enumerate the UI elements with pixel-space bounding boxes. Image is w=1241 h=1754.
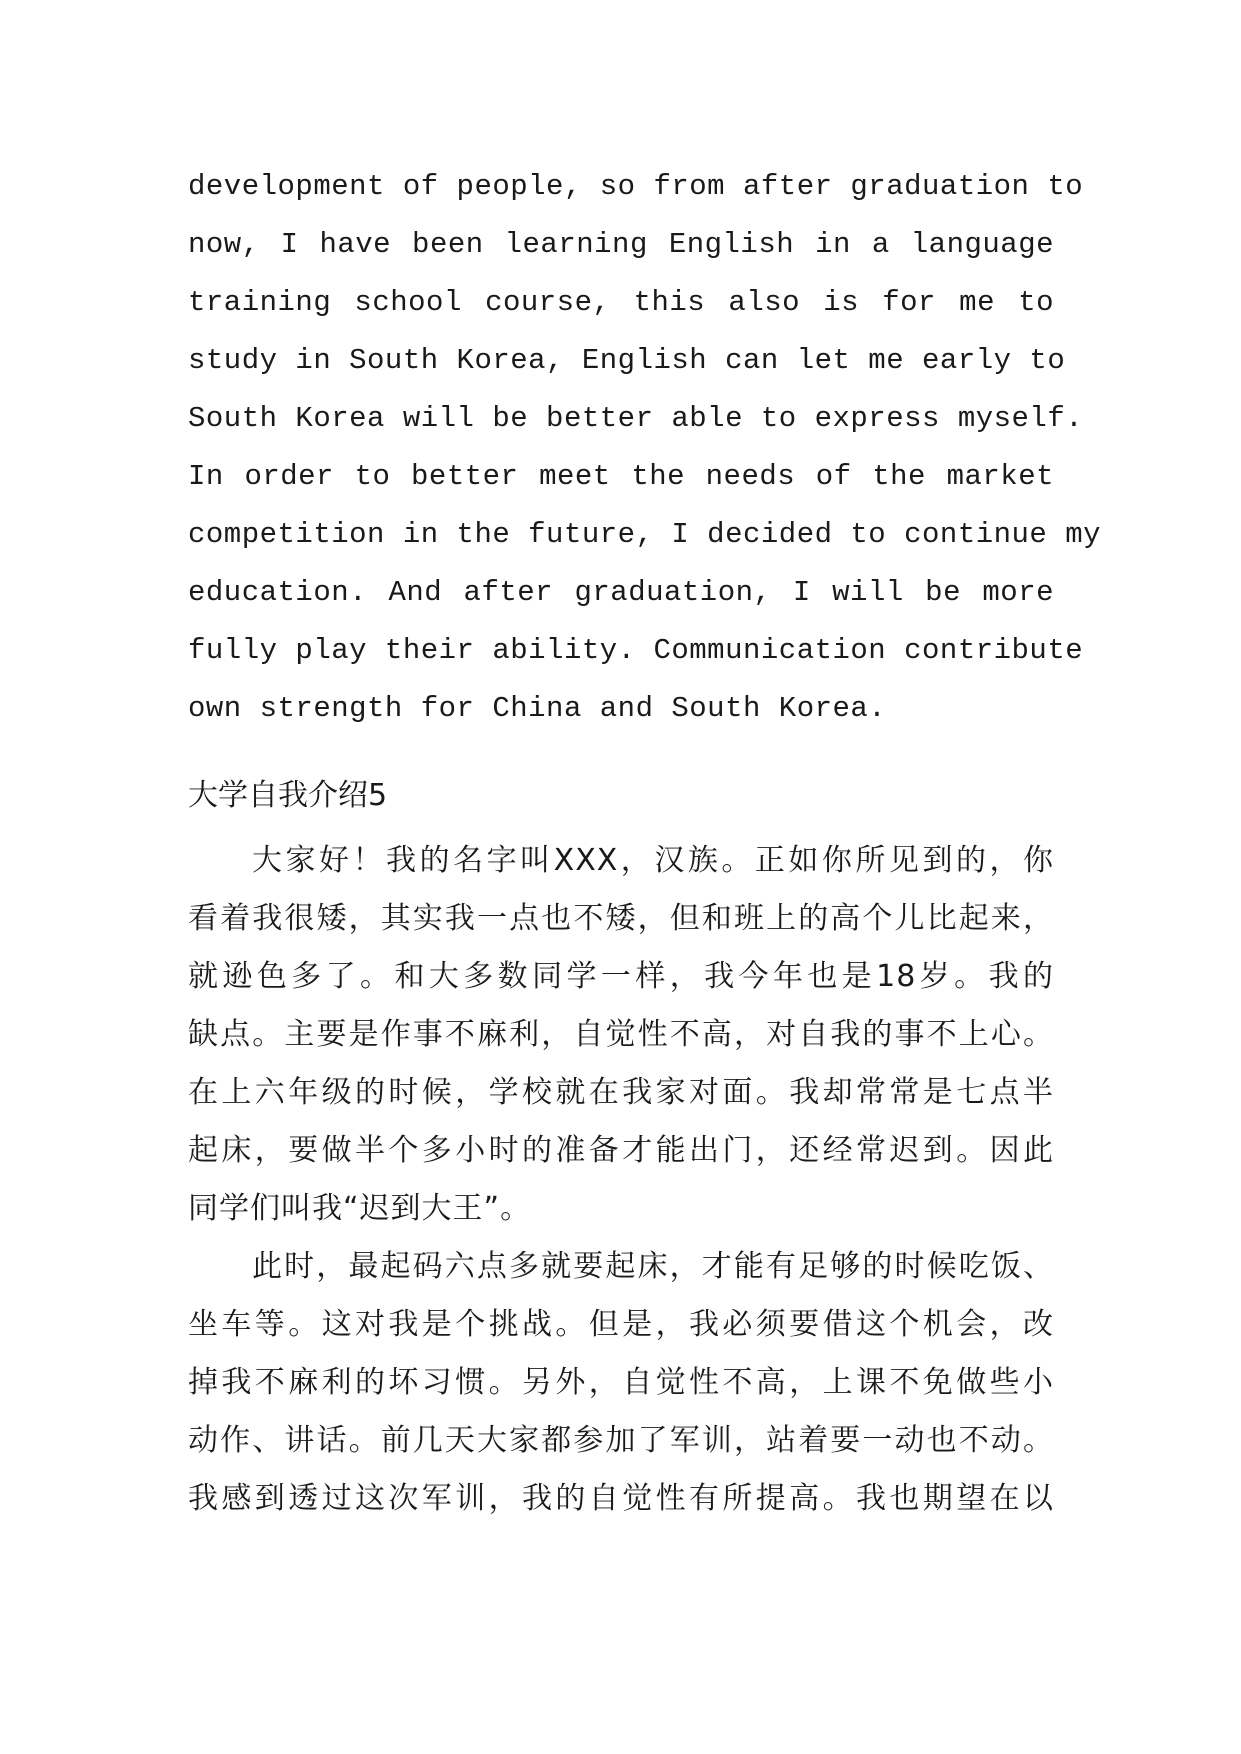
paragraph-line: South Korea will be better able to express myself. (188, 402, 1084, 435)
paragraph-line: 起床，要做半个多小时的准备才能出门，还经常迟到。因此 (188, 1133, 1054, 1168)
paragraph-line: 此时，最起码六点多就要起床，才能有足够的时候吃饭、 (252, 1249, 1054, 1284)
paragraph-line: 看着我很矮，其实我一点也不矮，但和班上的高个儿比起来， (188, 901, 1054, 936)
paragraph-line: own strength for China and South Korea. (188, 692, 887, 725)
paragraph-line: 同学们叫我“迟到大王”。 (188, 1191, 532, 1226)
paragraph-line: fully play their ability. Communication contribute (188, 634, 1084, 667)
paragraph-line: study in South Korea, English can let me early to (188, 344, 1066, 377)
paragraph-line: competition in the future, I decided to continue my (188, 518, 1102, 551)
paragraph-line: 动作、讲话。前几天大家都参加了军训，站着要一动也不动。 (188, 1423, 1054, 1458)
section-title: 大学自我介绍5 (188, 778, 388, 813)
paragraph-line: 在上六年级的时候，学校就在我家对面。我却常常是七点半 (188, 1075, 1054, 1110)
paragraph-line: 缺点。主要是作事不麻利，自觉性不高，对自我的事不上心。 (188, 1017, 1054, 1052)
paragraph-line: 大家好！我的名字叫XXX，汉族。正如你所见到的，你 (252, 843, 1054, 878)
paragraph-line: training school course, this also is for me to (188, 286, 1054, 319)
paragraph-line: 坐车等。这对我是个挑战。但是，我必须要借这个机会，改 (188, 1307, 1054, 1342)
paragraph-line: 就逊色多了。和大多数同学一样，我今年也是18岁。我的 (188, 959, 1054, 994)
paragraph-line: development of people, so from after graduation to (188, 170, 1084, 203)
paragraph-line: 掉我不麻利的坏习惯。另外，自觉性不高，上课不免做些小 (188, 1365, 1054, 1400)
paragraph-line: In order to better meet the needs of the market (188, 460, 1054, 493)
english-paragraph (188, 158, 1102, 738)
paragraph-line: education. And after graduation, I will be more (188, 576, 1054, 609)
paragraph-line: 我感到透过这次军训，我的自觉性有所提高。我也期望在以 (188, 1481, 1054, 1516)
paragraph-line: now, I have been learning English in a language (188, 228, 1054, 261)
chinese-paragraphs (188, 832, 1054, 1528)
